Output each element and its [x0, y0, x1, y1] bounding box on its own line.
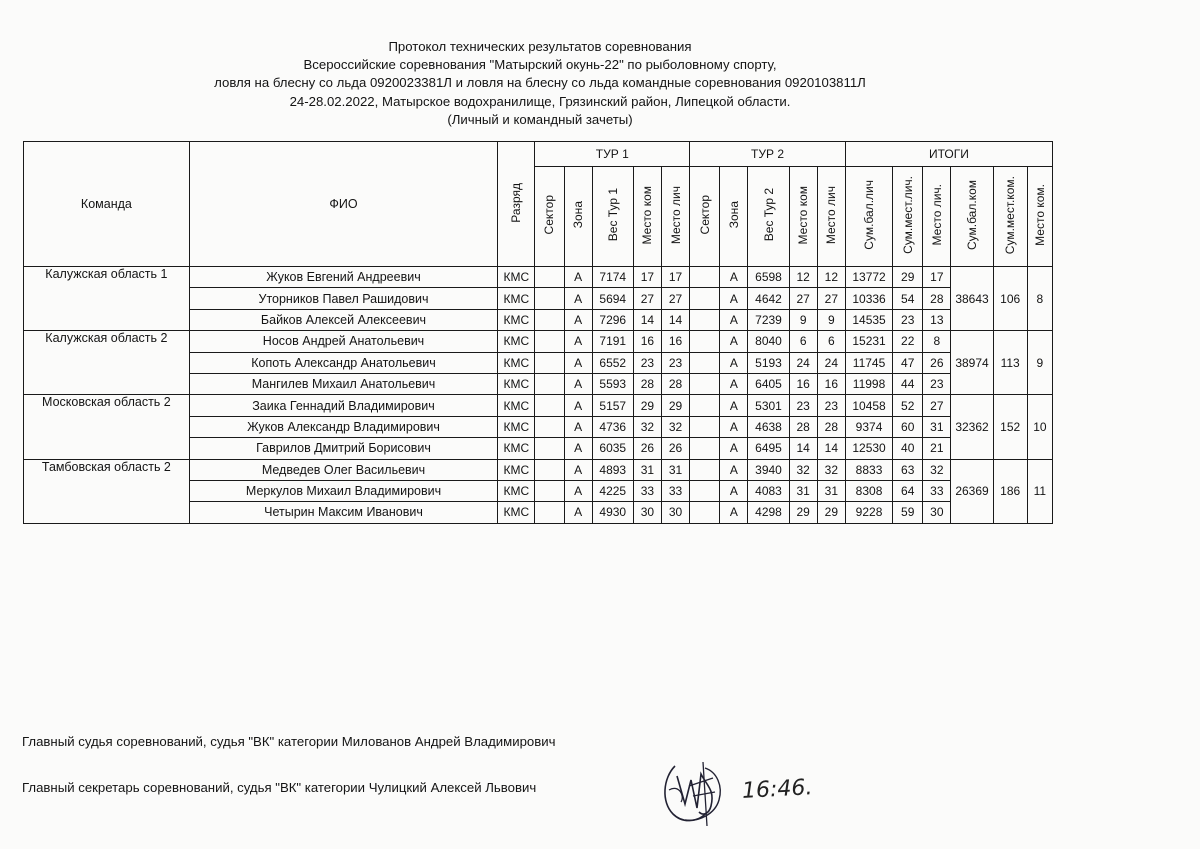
t1-zone-cell: А — [564, 267, 592, 288]
t2-weight-cell: 4638 — [748, 416, 789, 437]
t2-place-pers-cell: 27 — [817, 288, 845, 309]
place-cell: 33 — [923, 480, 951, 501]
place-cell: 31 — [923, 416, 951, 437]
t1-place-team-cell: 14 — [633, 309, 661, 330]
place-cell: 17 — [923, 267, 951, 288]
t2-place-pers-cell: 29 — [817, 502, 845, 523]
sum-places-cell: 40 — [893, 438, 923, 459]
t1-place-team-cell: 17 — [633, 267, 661, 288]
t2-sector-cell — [690, 267, 720, 288]
place-cell: 26 — [923, 352, 951, 373]
t2-place-team-cell: 28 — [789, 416, 817, 437]
place-cell: 32 — [923, 459, 951, 480]
t1-weight-cell: 5157 — [592, 395, 633, 416]
sum-places-cell: 60 — [893, 416, 923, 437]
t1-place-pers-cell: 28 — [661, 373, 689, 394]
sum-places-cell: 59 — [893, 502, 923, 523]
t2-place-team-cell: 14 — [789, 438, 817, 459]
totals-group-header: ИТОГИ — [845, 142, 1052, 167]
sum-places-cell: 29 — [893, 267, 923, 288]
t1-weight-cell: 4736 — [592, 416, 633, 437]
t1-place-pers-cell: 14 — [661, 309, 689, 330]
chief-secretary-line: Главный секретарь соревнований, судья "ВК" категории Чулицкий Алексей Львович — [22, 780, 537, 795]
col-place-team-total-header: Место ком. — [1027, 167, 1052, 267]
team-sum-places-cell: 113 — [993, 331, 1027, 395]
t2-place-pers-cell: 9 — [817, 309, 845, 330]
t2-sector-cell — [690, 309, 720, 330]
col-t2-place-team-header: Место ком — [789, 167, 817, 267]
sum-places-cell: 64 — [893, 480, 923, 501]
t2-sector-cell — [690, 416, 720, 437]
t2-weight-cell: 7239 — [748, 309, 789, 330]
t1-weight-cell: 4225 — [592, 480, 633, 501]
t2-zone-cell: А — [720, 331, 748, 352]
athlete-name-cell: Медведев Олег Васильевич — [189, 459, 497, 480]
rank-cell: КМС — [498, 395, 535, 416]
rank-cell: КМС — [498, 373, 535, 394]
rank-cell: КМС — [498, 502, 535, 523]
t1-sector-cell — [535, 309, 564, 330]
col-sum-points-team-header: Сум.бал.ком — [951, 167, 993, 267]
results-table — [23, 141, 1053, 524]
t2-weight-cell: 6495 — [748, 438, 789, 459]
t2-place-team-cell: 9 — [789, 309, 817, 330]
tour1-group-header: ТУР 1 — [535, 142, 690, 167]
athlete-name-cell: Жуков Александр Владимирович — [189, 416, 497, 437]
t1-zone-cell: А — [564, 438, 592, 459]
team-sum-places-cell: 152 — [993, 395, 1027, 459]
rank-cell: КМС — [498, 480, 535, 501]
t2-zone-cell: А — [720, 416, 748, 437]
table-row — [24, 331, 1053, 352]
t2-place-pers-cell: 6 — [817, 331, 845, 352]
t2-zone-cell: А — [720, 352, 748, 373]
table-head — [24, 142, 1053, 267]
place-cell: 21 — [923, 438, 951, 459]
t2-place-team-cell: 16 — [789, 373, 817, 394]
t2-place-pers-cell: 24 — [817, 352, 845, 373]
sum-points-cell: 10336 — [845, 288, 892, 309]
t2-place-team-cell: 32 — [789, 459, 817, 480]
t2-place-team-cell: 24 — [789, 352, 817, 373]
sum-places-cell: 63 — [893, 459, 923, 480]
t2-weight-cell: 5193 — [748, 352, 789, 373]
team-name-cell: Калужская область 1 — [24, 267, 190, 331]
col-t2-sector-header: Сектор — [690, 167, 720, 267]
t1-weight-cell: 7174 — [592, 267, 633, 288]
rank-cell: КМС — [498, 459, 535, 480]
t1-place-pers-cell: 16 — [661, 331, 689, 352]
t1-zone-cell: А — [564, 459, 592, 480]
sum-points-cell: 8833 — [845, 459, 892, 480]
t1-zone-cell: А — [564, 480, 592, 501]
t1-place-pers-cell: 29 — [661, 395, 689, 416]
team-sum-places-cell: 106 — [993, 267, 1027, 331]
t2-zone-cell: А — [720, 480, 748, 501]
t2-place-pers-cell: 31 — [817, 480, 845, 501]
t1-place-team-cell: 33 — [633, 480, 661, 501]
athlete-name-cell: Копоть Александр Анатольевич — [189, 352, 497, 373]
t1-weight-cell: 5694 — [592, 288, 633, 309]
t1-sector-cell — [535, 459, 564, 480]
t2-place-pers-cell: 23 — [817, 395, 845, 416]
t2-zone-cell: А — [720, 267, 748, 288]
t1-sector-cell — [535, 438, 564, 459]
sum-places-cell: 22 — [893, 331, 923, 352]
t1-weight-cell: 4930 — [592, 502, 633, 523]
team-place-cell: 9 — [1027, 331, 1052, 395]
sum-places-cell: 47 — [893, 352, 923, 373]
chief-judge-line: Главный судья соревнований, судья "ВК" категории Милованов Андрей Владимирович — [22, 734, 556, 749]
athlete-name-cell: Уторников Павел Рашидович — [189, 288, 497, 309]
t1-place-team-cell: 31 — [633, 459, 661, 480]
place-cell: 13 — [923, 309, 951, 330]
t2-place-pers-cell: 16 — [817, 373, 845, 394]
t1-zone-cell: А — [564, 309, 592, 330]
team-name-cell: Тамбовская область 2 — [24, 459, 190, 523]
t1-weight-cell: 7296 — [592, 309, 633, 330]
table-row — [24, 395, 1053, 416]
t1-place-pers-cell: 31 — [661, 459, 689, 480]
t1-weight-cell: 4893 — [592, 459, 633, 480]
t2-place-team-cell: 29 — [789, 502, 817, 523]
t1-place-team-cell: 27 — [633, 288, 661, 309]
t2-place-pers-cell: 12 — [817, 267, 845, 288]
t2-weight-cell: 6405 — [748, 373, 789, 394]
t2-zone-cell: А — [720, 373, 748, 394]
t2-zone-cell: А — [720, 288, 748, 309]
athlete-name-cell: Байков Алексей Алексеевич — [189, 309, 497, 330]
t1-sector-cell — [535, 373, 564, 394]
t2-sector-cell — [690, 438, 720, 459]
sum-places-cell: 23 — [893, 309, 923, 330]
t1-weight-cell: 7191 — [592, 331, 633, 352]
t1-zone-cell: А — [564, 416, 592, 437]
t1-place-pers-cell: 33 — [661, 480, 689, 501]
header-line-scoring: (Личный и командный зачеты) — [447, 111, 633, 127]
t1-sector-cell — [535, 502, 564, 523]
sum-points-cell: 12530 — [845, 438, 892, 459]
col-sum-places-team-header: Сум.мест.ком. — [993, 167, 1027, 267]
t1-zone-cell: А — [564, 373, 592, 394]
place-cell: 8 — [923, 331, 951, 352]
col-t2-weight-header: Вес Тур 2 — [748, 167, 789, 267]
t1-place-pers-cell: 27 — [661, 288, 689, 309]
sum-points-cell: 8308 — [845, 480, 892, 501]
col-t2-place-pers-header: Место лич — [817, 167, 845, 267]
t1-place-team-cell: 26 — [633, 438, 661, 459]
t1-zone-cell: А — [564, 395, 592, 416]
t1-place-pers-cell: 17 — [661, 267, 689, 288]
rank-cell: КМС — [498, 288, 535, 309]
rank-cell: КМС — [498, 416, 535, 437]
sum-points-cell: 11745 — [845, 352, 892, 373]
t2-sector-cell — [690, 373, 720, 394]
t1-weight-cell: 5593 — [592, 373, 633, 394]
t1-place-team-cell: 28 — [633, 373, 661, 394]
t1-place-pers-cell: 23 — [661, 352, 689, 373]
tour2-group-header: ТУР 2 — [690, 142, 846, 167]
rank-cell: КМС — [498, 331, 535, 352]
header-line-title: Протокол технических результатов соревнования — [388, 39, 692, 54]
t2-weight-cell: 8040 — [748, 331, 789, 352]
place-cell: 30 — [923, 502, 951, 523]
col-t2-zone-header: Зона — [720, 167, 748, 267]
t2-place-team-cell: 6 — [789, 331, 817, 352]
t2-weight-cell: 4298 — [748, 502, 789, 523]
t2-zone-cell: А — [720, 438, 748, 459]
col-t1-place-team-header: Место ком — [633, 167, 661, 267]
sum-points-cell: 13772 — [845, 267, 892, 288]
t1-weight-cell: 6035 — [592, 438, 633, 459]
team-name-cell: Калужская область 2 — [24, 331, 190, 395]
table-body — [24, 267, 1053, 524]
team-sum-points-cell: 38974 — [951, 331, 993, 395]
t2-sector-cell — [690, 352, 720, 373]
t2-place-pers-cell: 32 — [817, 459, 845, 480]
sum-points-cell: 15231 — [845, 331, 892, 352]
t2-place-pers-cell: 28 — [817, 416, 845, 437]
athlete-name-cell: Меркулов Михаил Владимирович — [189, 480, 497, 501]
sum-points-cell: 9228 — [845, 502, 892, 523]
team-place-cell: 11 — [1027, 459, 1052, 523]
t2-place-team-cell: 23 — [789, 395, 817, 416]
t1-sector-cell — [535, 480, 564, 501]
t2-weight-cell: 6598 — [748, 267, 789, 288]
t1-place-team-cell: 32 — [633, 416, 661, 437]
t1-sector-cell — [535, 288, 564, 309]
sum-points-cell: 14535 — [845, 309, 892, 330]
t2-sector-cell — [690, 395, 720, 416]
col-t1-sector-header: Сектор — [535, 167, 564, 267]
t1-place-pers-cell: 30 — [661, 502, 689, 523]
col-t1-zone-header: Зона — [564, 167, 592, 267]
t2-weight-cell: 3940 — [748, 459, 789, 480]
t1-place-pers-cell: 32 — [661, 416, 689, 437]
t2-zone-cell: А — [720, 502, 748, 523]
col-rank-header: Разряд — [498, 142, 535, 267]
rank-cell: КМС — [498, 309, 535, 330]
col-t1-place-pers-header: Место лич — [661, 167, 689, 267]
rank-cell: КМС — [498, 438, 535, 459]
t2-weight-cell: 5301 — [748, 395, 789, 416]
t2-sector-cell — [690, 480, 720, 501]
team-sum-points-cell: 26369 — [951, 459, 993, 523]
sum-points-cell: 11998 — [845, 373, 892, 394]
t2-sector-cell — [690, 502, 720, 523]
athlete-name-cell: Гаврилов Дмитрий Борисович — [189, 438, 497, 459]
athlete-name-cell: Заика Геннадий Владимирович — [189, 395, 497, 416]
signature-image — [655, 756, 735, 828]
sum-points-cell: 9374 — [845, 416, 892, 437]
header-line-disciplines: ловля на блесну со льда 0920023381Л и ловля на блесну со льда командные соревнования 0920103811Л — [214, 75, 866, 91]
t2-sector-cell — [690, 331, 720, 352]
t2-sector-cell — [690, 459, 720, 480]
place-cell: 27 — [923, 395, 951, 416]
place-cell: 23 — [923, 373, 951, 394]
sum-places-cell: 54 — [893, 288, 923, 309]
t1-sector-cell — [535, 395, 564, 416]
t1-place-pers-cell: 26 — [661, 438, 689, 459]
t1-place-team-cell: 30 — [633, 502, 661, 523]
t2-place-team-cell: 27 — [789, 288, 817, 309]
col-fio-header: ФИО — [189, 142, 497, 267]
t2-sector-cell — [690, 288, 720, 309]
athlete-name-cell: Носов Андрей Анатольевич — [189, 331, 497, 352]
rank-cell: КМС — [498, 267, 535, 288]
t2-zone-cell: А — [720, 395, 748, 416]
col-t1-weight-header: Вес Тур 1 — [592, 167, 633, 267]
t1-zone-cell: А — [564, 288, 592, 309]
team-name-cell: Московская область 2 — [24, 395, 190, 459]
sum-points-cell: 10458 — [845, 395, 892, 416]
t2-zone-cell: А — [720, 459, 748, 480]
rank-cell: КМС — [498, 352, 535, 373]
t1-place-team-cell: 23 — [633, 352, 661, 373]
t1-zone-cell: А — [564, 352, 592, 373]
t1-sector-cell — [535, 416, 564, 437]
sum-places-cell: 44 — [893, 373, 923, 394]
t2-place-team-cell: 12 — [789, 267, 817, 288]
t2-weight-cell: 4083 — [748, 480, 789, 501]
header-line-dates-place: 24-28.02.2022, Матырское водохранилище, Грязинский район, Липецкой области. — [289, 93, 791, 109]
header-line-event: Всероссийские соревнования "Матырский окунь-22" по рыболовному спорту, — [303, 57, 777, 73]
athlete-name-cell: Мангилев Михаил Анатольевич — [189, 373, 497, 394]
col-team-header: Команда — [24, 142, 190, 267]
table-row — [24, 459, 1053, 480]
team-sum-points-cell: 38643 — [951, 267, 993, 331]
athlete-name-cell: Четырин Максим Иванович — [189, 502, 497, 523]
table-row — [24, 267, 1053, 288]
team-place-cell: 8 — [1027, 267, 1052, 331]
handwritten-time: 16:46. — [741, 775, 814, 804]
t1-zone-cell: А — [564, 331, 592, 352]
t2-place-team-cell: 31 — [789, 480, 817, 501]
t1-zone-cell: А — [564, 502, 592, 523]
t1-sector-cell — [535, 267, 564, 288]
team-sum-points-cell: 32362 — [951, 395, 993, 459]
t1-place-team-cell: 16 — [633, 331, 661, 352]
col-sum-places-pers-header: Сум.мест.лич. — [893, 167, 923, 267]
t2-zone-cell: А — [720, 309, 748, 330]
sum-places-cell: 52 — [893, 395, 923, 416]
team-place-cell: 10 — [1027, 395, 1052, 459]
t1-sector-cell — [535, 352, 564, 373]
t1-sector-cell — [535, 331, 564, 352]
col-sum-points-pers-header: Сум.бал.лич — [845, 167, 892, 267]
t2-weight-cell: 4642 — [748, 288, 789, 309]
place-cell: 28 — [923, 288, 951, 309]
athlete-name-cell: Жуков Евгений Андреевич — [189, 267, 497, 288]
document-header — [180, 38, 900, 129]
t1-weight-cell: 6552 — [592, 352, 633, 373]
t2-place-pers-cell: 14 — [817, 438, 845, 459]
t1-place-team-cell: 29 — [633, 395, 661, 416]
team-sum-places-cell: 186 — [993, 459, 1027, 523]
col-place-pers-total-header: Место лич. — [923, 167, 951, 267]
